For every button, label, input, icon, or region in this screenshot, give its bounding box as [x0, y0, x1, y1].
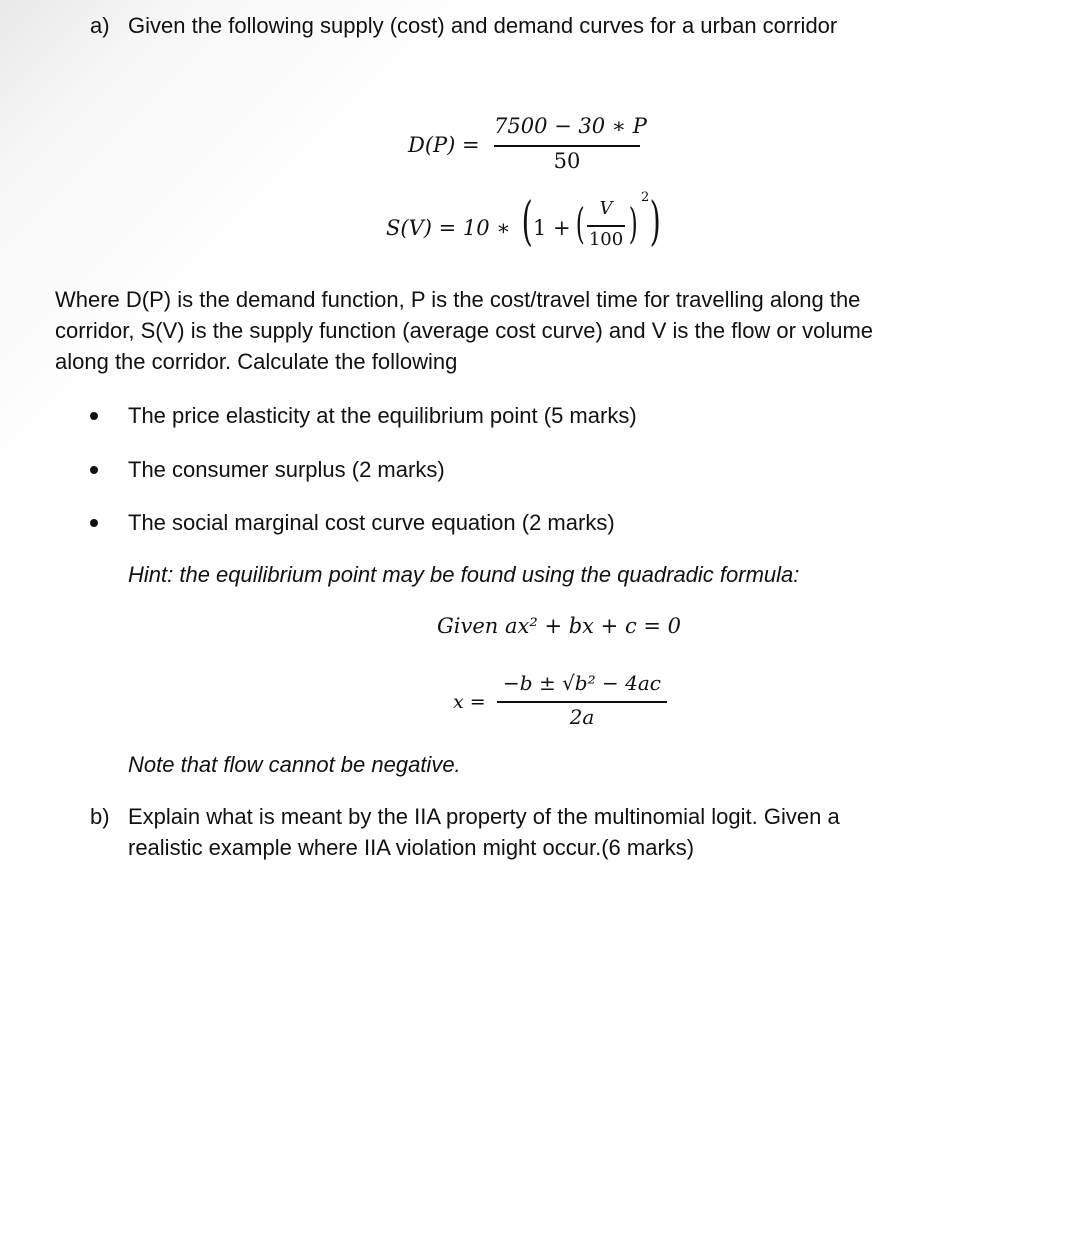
supply-frac-numerator: V — [599, 198, 613, 219]
description-line-1: Where D(P) is the demand function, P is the cost/travel time for travelling along the — [55, 287, 861, 312]
part-b-line-2: realistic example where IIA violation might occur.(6 marks) — [128, 835, 695, 860]
supply-outer-right-paren: ) — [649, 192, 661, 252]
quadratic-given: Given ax² + bx + c = 0 — [437, 614, 682, 638]
bullet-item: The price elasticity at the equilibrium point (5 marks) — [128, 403, 637, 428]
supply-inner-left-paren: ( — [575, 199, 585, 248]
supply-one-plus: 1 + — [533, 216, 571, 240]
supply-eq-lhs: S(V) = 10 ∗ — [386, 216, 511, 240]
part-a-label: a) — [90, 13, 110, 38]
quadratic-denominator: 2a — [569, 705, 595, 729]
supply-fraction-bar — [587, 225, 625, 227]
description-line-3: along the corridor. Calculate the following — [55, 349, 458, 374]
supply-frac-denominator: 100 — [588, 229, 624, 250]
supply-inner-right-paren: ) — [628, 199, 638, 248]
part-b-label: b) — [90, 804, 110, 829]
hint-text: Hint: the equilibrium point may be found using the quadradic formula: — [128, 562, 800, 587]
description-line-2: corridor, S(V) is the supply function (average cost curve) and V is the flow or volume — [55, 318, 874, 343]
supply-exponent: 2 — [641, 190, 650, 205]
bullet-dot — [90, 466, 98, 474]
demand-eq-lhs: D(P) = — [408, 133, 480, 157]
part-b-line-1: Explain what is meant by the IIA property of the multinomial logit. Given a — [128, 804, 840, 829]
quadratic-fraction-bar — [497, 701, 667, 703]
quadratic-lhs: x = — [453, 691, 486, 713]
note-text: Note that flow cannot be negative. — [128, 752, 461, 777]
demand-fraction-bar — [494, 145, 640, 147]
quadratic-numerator: −b ± √b² − 4ac — [503, 671, 661, 695]
demand-eq-numerator: 7500 − 30 ∗ P — [494, 114, 647, 138]
part-a-intro: Given the following supply (cost) and demand curves for a urban corridor — [128, 13, 838, 38]
bullet-dot — [90, 412, 98, 420]
bullet-item: The consumer surplus (2 marks) — [128, 457, 445, 482]
demand-eq-denominator: 50 — [553, 149, 581, 173]
supply-outer-left-paren: ( — [521, 192, 533, 252]
bullet-dot — [90, 519, 98, 527]
bullet-item: The social marginal cost curve equation (2 marks) — [128, 510, 615, 535]
